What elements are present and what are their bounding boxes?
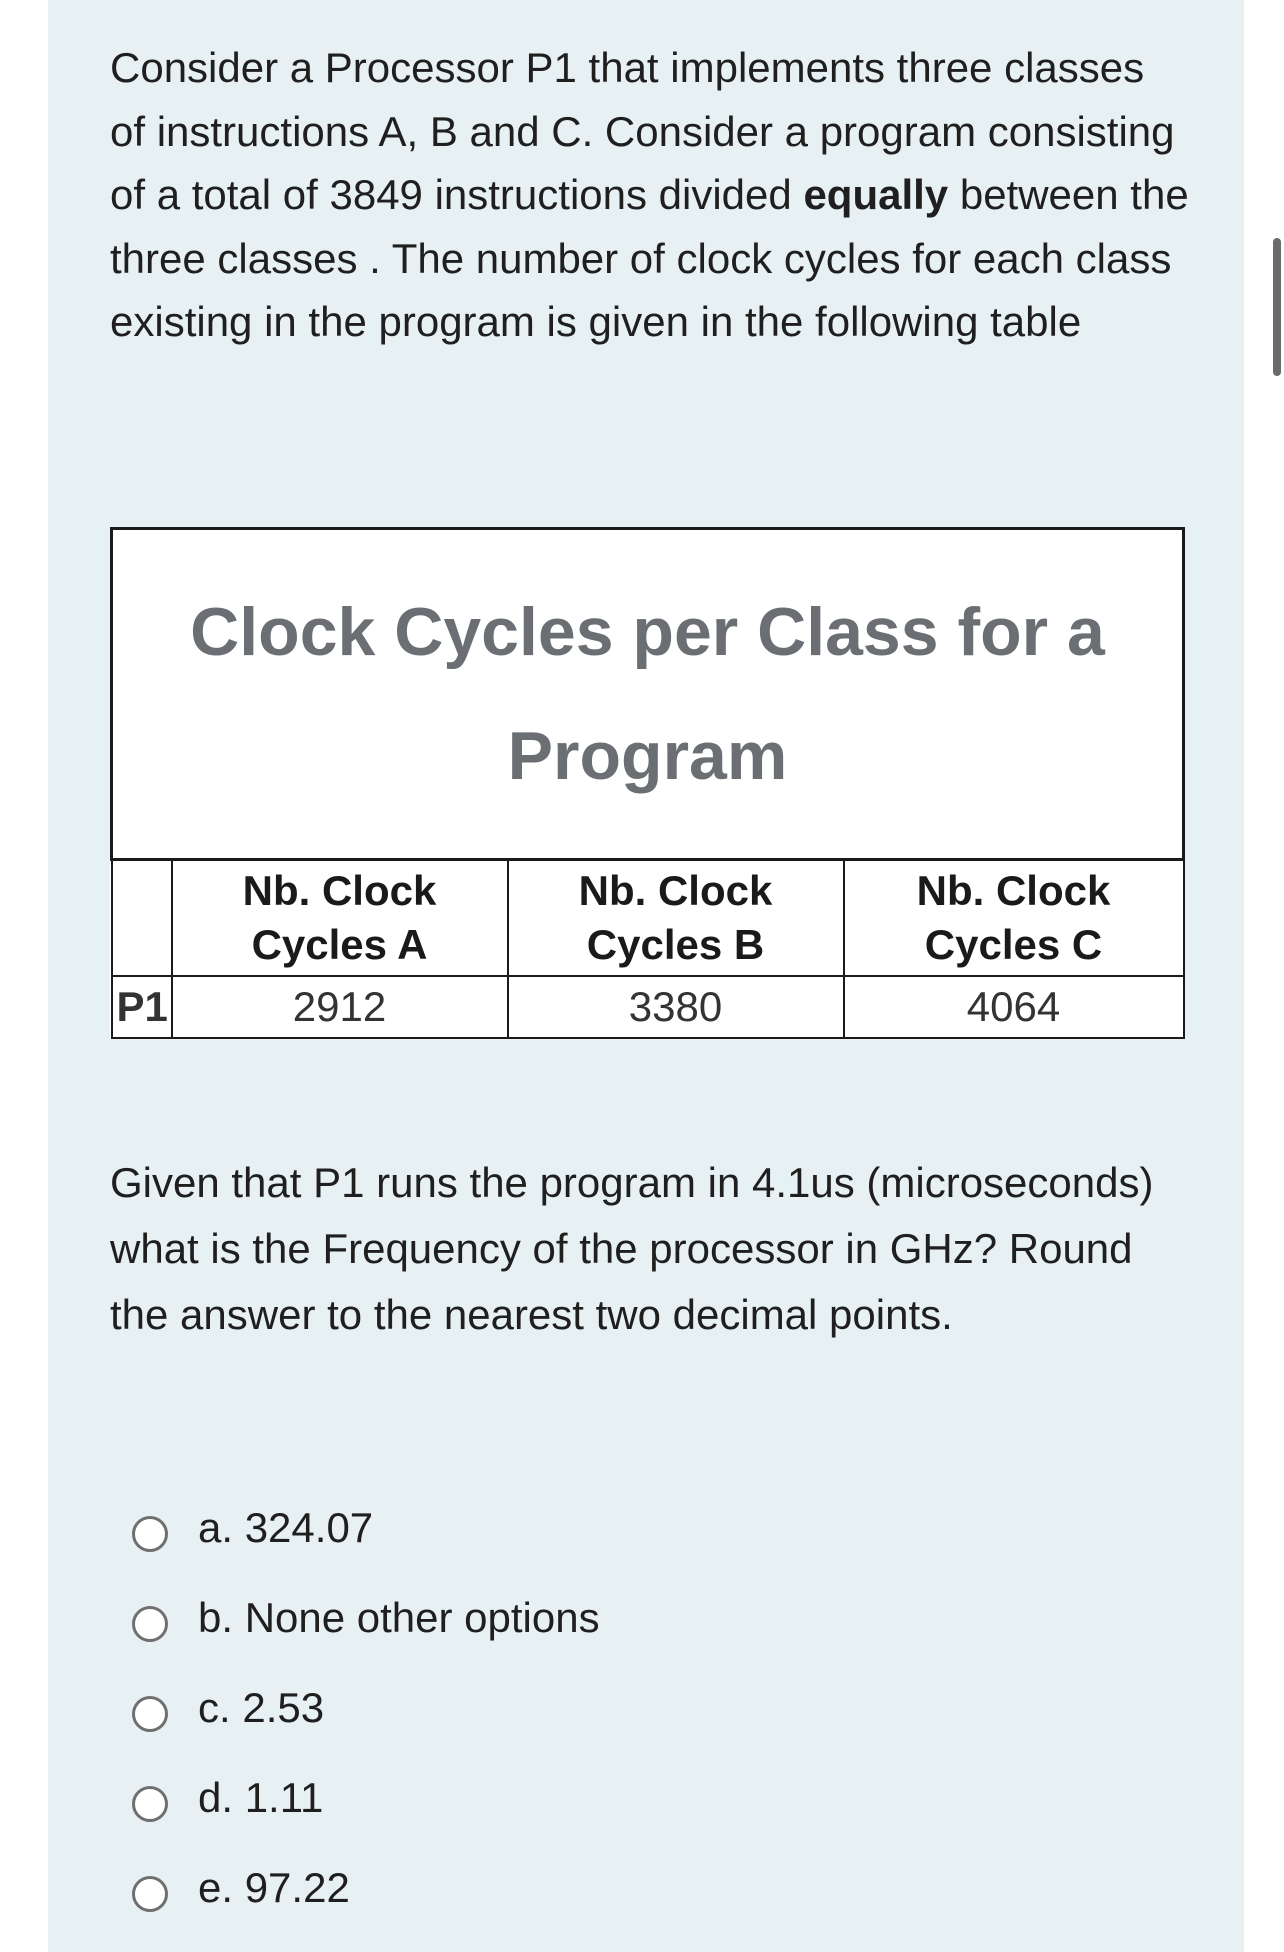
question-text: Given that P1 runs the program in 4.1us (microseconds) what is the Frequency of the processor in GHz? Round the answer to the nearest two decimal points. xyxy=(110,1159,1154,1338)
value-cycles-b: 3380 xyxy=(508,976,844,1038)
question-intro xyxy=(110,36,1190,354)
row-label-p1: P1 xyxy=(112,976,172,1038)
value-cycles-a: 2912 xyxy=(172,976,508,1038)
radio-button-e[interactable] xyxy=(132,1876,168,1912)
table-corner-cell xyxy=(112,860,172,977)
option-d[interactable] xyxy=(132,1753,600,1843)
radio-button-d[interactable] xyxy=(132,1786,168,1822)
value-cycles-c: 4064 xyxy=(844,976,1184,1038)
table-title: Clock Cycles per Class for a Program xyxy=(190,594,1105,794)
option-a[interactable] xyxy=(132,1483,600,1573)
intro-text-end: between the three classes . The number of clock cycles for each class existing in the program is given in the following table xyxy=(110,171,1189,345)
radio-button-c[interactable] xyxy=(132,1696,168,1732)
table-title-cell xyxy=(112,529,1184,860)
radio-button-a[interactable] xyxy=(132,1516,168,1552)
option-e[interactable] xyxy=(132,1843,600,1933)
option-c-label[interactable]: c. 2.53 xyxy=(198,1684,325,1731)
option-b[interactable] xyxy=(132,1573,600,1663)
table-header-row xyxy=(112,860,1184,977)
intro-emphasis: equally xyxy=(803,171,949,218)
clock-cycles-table xyxy=(110,527,1185,1039)
option-e-label[interactable]: e. 97.22 xyxy=(198,1864,350,1911)
header-cycles-a: Nb. Clock Cycles A xyxy=(172,860,508,977)
intro-text-start: Consider a Processor P1 that implements three classes of instructions A, B and C. Consider a program consisting of a total of 3849 instructions divided xyxy=(110,44,1175,218)
option-c[interactable] xyxy=(132,1663,600,1753)
radio-button-b[interactable] xyxy=(132,1606,168,1642)
option-d-label[interactable]: d. 1.11 xyxy=(198,1774,324,1821)
header-cycles-b: Nb. Clock Cycles B xyxy=(508,860,844,977)
option-b-label[interactable]: b. None other options xyxy=(198,1594,600,1641)
answer-options xyxy=(132,1483,600,1933)
option-a-label[interactable]: a. 324.07 xyxy=(198,1504,374,1551)
scrollbar-thumb[interactable] xyxy=(1273,238,1281,376)
table-row xyxy=(112,976,1184,1038)
header-cycles-c: Nb. Clock Cycles C xyxy=(844,860,1184,977)
